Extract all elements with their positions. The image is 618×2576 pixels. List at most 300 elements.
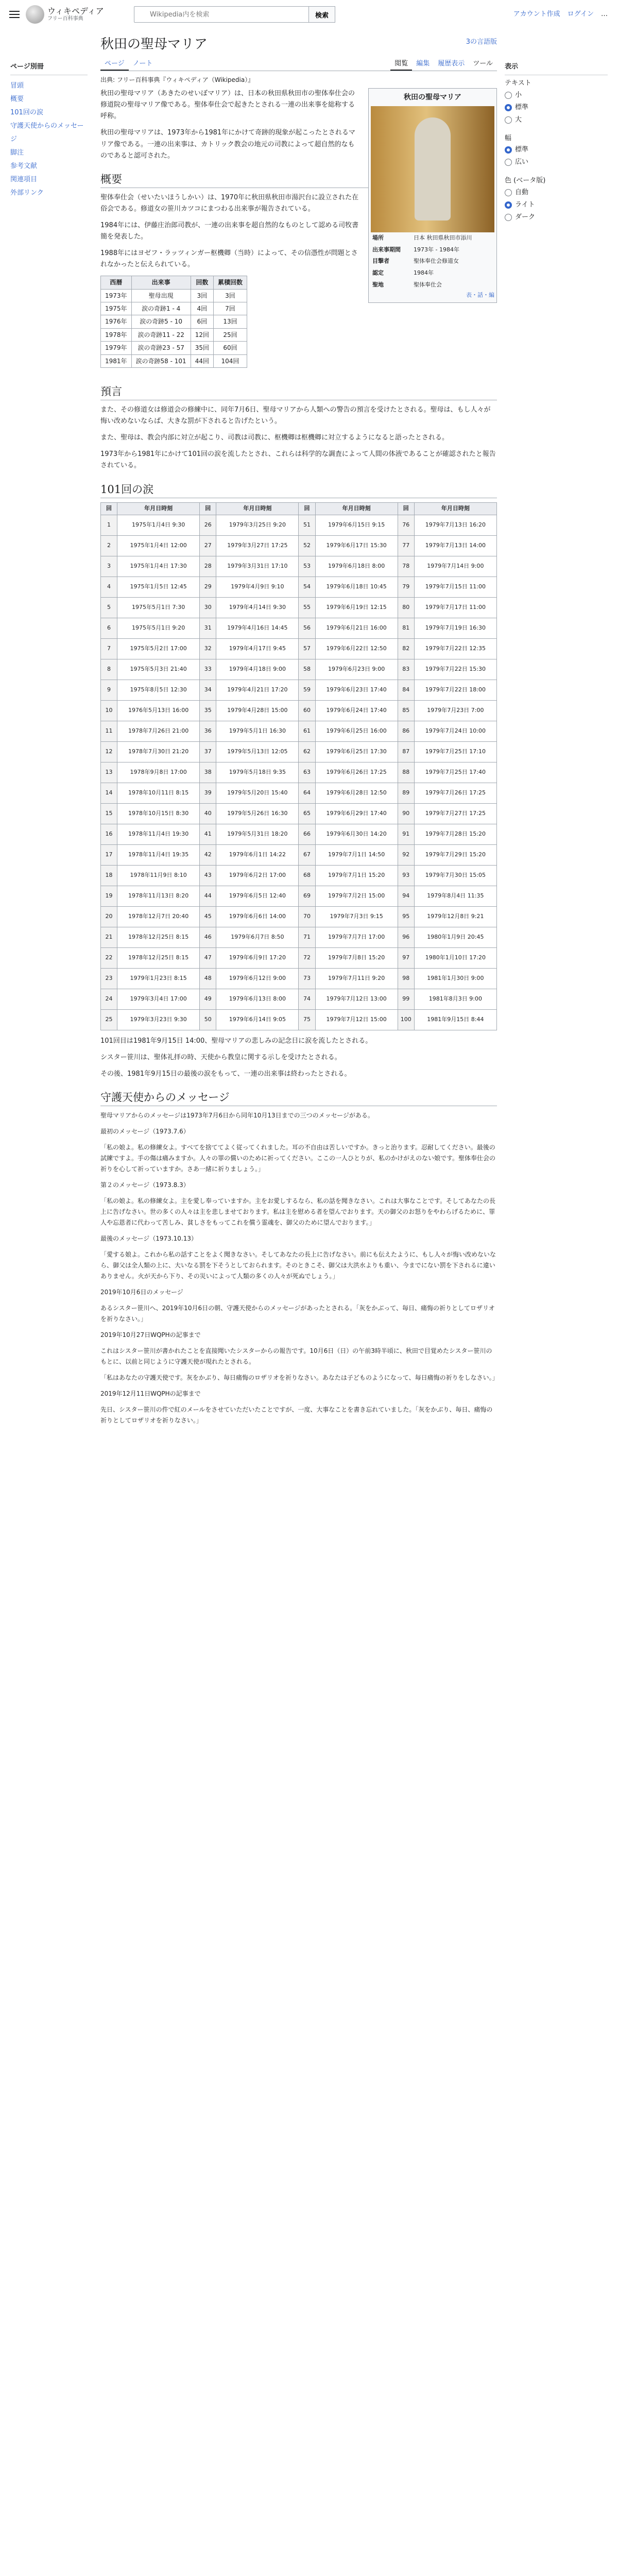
tears-paragraph: シスター笹川は、聖体礼拝の時、天使から教皇に関する示しを受けたとされる。: [100, 1053, 341, 1061]
tears-number-cell: 31: [200, 618, 216, 638]
prophecy-paragraph: また、その修道女は修道会の修練中に、同年7月6日、聖母マリアから人類への警告の預言を受けたとされる。聖母は、もし人々が悔い改めないならば、大きな罰が下されると告げたという。: [100, 406, 491, 426]
width-label: 幅: [505, 134, 512, 142]
tears-date-cell: 1978年11月13日 8:20: [117, 886, 200, 906]
tears-number-cell: 6: [101, 618, 117, 638]
tears-date-cell: 1978年10月15日 8:30: [117, 803, 200, 824]
tears-date-cell: 1979年7月2日 15:00: [315, 886, 398, 906]
tears-table-header: 回: [101, 502, 117, 515]
table-row: [101, 315, 247, 328]
tears-table-header: 年月日時刻: [117, 502, 200, 515]
year-table-cell: 13回: [213, 315, 247, 328]
tears-date-cell: 1979年4月14日 9:30: [216, 597, 299, 618]
table-row: [101, 354, 247, 367]
year-table-cell: 60回: [213, 342, 247, 354]
toc-item[interactable]: 概要: [10, 95, 24, 103]
table-row: [101, 783, 497, 803]
tears-note: 101回目は1981年9月15日 14:00、聖母マリアの悲しみの記念日に涙を流したとされる。: [100, 1037, 372, 1045]
toc-sidebar: [0, 62, 88, 200]
tears-date-cell: 1979年7月14日 9:00: [414, 556, 496, 577]
tears-date-cell: 1979年1月23日 8:15: [117, 968, 200, 989]
tears-date-cell: 1979年6月5日 12:40: [216, 886, 299, 906]
tears-date-cell: 1979年7月12日 15:00: [315, 1009, 398, 1030]
logo-subtitle: フリー百科事典: [47, 16, 83, 22]
tears-number-cell: 15: [101, 803, 117, 824]
tears-date-cell: 1979年4月18日 9:00: [216, 659, 299, 680]
tears-date-cell: 1978年11月9日 8:10: [117, 865, 200, 886]
tears-table-header: 回: [200, 502, 216, 515]
table-row: [101, 535, 497, 556]
tears-date-cell: 1979年6月15日 9:15: [315, 515, 398, 535]
tears-number-cell: 58: [299, 659, 315, 680]
section-2019a-text: あるシスター笹川へ、2019年10月6日の朝、守護天使からのメッセージがあったとされる。「灰をかぶって、毎日、痛悔の祈りとしてロザリオを祈りなさい。」: [100, 1304, 495, 1323]
infobox-nav[interactable]: 表・話・編: [466, 292, 494, 299]
infobox-value: 聖体奉仕会修道女: [414, 258, 459, 265]
tears-number-cell: 38: [200, 762, 216, 783]
table-row: [101, 803, 497, 824]
tears-date-cell: 1979年6月28日 12:50: [315, 783, 398, 803]
tears-date-cell: 1980年1月10日 17:20: [414, 947, 496, 968]
tears-number-cell: 87: [398, 741, 414, 762]
tears-number-cell: 78: [398, 556, 414, 577]
year-table-cell: 6回: [191, 315, 213, 328]
table-row: [101, 824, 497, 844]
tears-number-cell: 51: [299, 515, 315, 535]
year-table-cell: 25回: [213, 328, 247, 341]
tears-number-cell: 45: [200, 906, 216, 927]
tears-date-cell: 1978年11月4日 19:35: [117, 844, 200, 865]
tears-number-cell: 69: [299, 886, 315, 906]
section-2019b-text: これはシスター笹川が書かれたことを直接聞いたシスターからの報告です。10月6日（日）の午前3時半頃に、秋田で目覚めたシスター笹川のもとに、以前と同じように守護天使が現れたとされる。: [100, 1347, 492, 1365]
color-light[interactable]: ライト: [505, 199, 608, 211]
infobox-title: 秋田の聖母マリア: [404, 93, 461, 102]
tears-number-cell: 55: [299, 597, 315, 618]
tears-number-cell: 84: [398, 680, 414, 700]
year-table-cell: 涙の奇跡5 - 10: [131, 315, 191, 328]
tears-number-cell: 91: [398, 824, 414, 844]
text-size-large[interactable]: 大: [505, 114, 608, 126]
radio-icon: [505, 214, 512, 221]
tears-date-cell: 1979年7月1日 15:20: [315, 865, 398, 886]
msg1-text: 「私の娘よ。私の修練女よ。すべてを捨ててよく従ってくれました。耳の不自由は苦しいですか。きっと治ります。忍耐してください。最後の試練ですよ。手の傷は痛みますか。人々の罪の償いのために祈ってください。ここの一人ひとりが、私のかけがえのない娘です。聖体奉仕会の祈りを心して祈っていますか。さあ一緒に祈りましょう。」: [100, 1143, 496, 1173]
section-heading-tears: 101回の涙: [100, 481, 497, 498]
toc-item[interactable]: 守護天使からのメッセージ: [10, 122, 84, 143]
tears-date-cell: 1980年1月9日 20:45: [414, 927, 496, 947]
tears-number-cell: 56: [299, 618, 315, 638]
tears-number-cell: 1: [101, 515, 117, 535]
table-row: [101, 844, 497, 865]
tears-date-cell: 1979年7月23日 7:00: [414, 700, 496, 721]
year-table-cell: 3回: [213, 289, 247, 302]
tears-date-cell: 1975年5月3日 21:40: [117, 659, 200, 680]
tab-talk[interactable]: ノート: [132, 60, 153, 67]
search-input[interactable]: [134, 6, 309, 23]
tears-number-cell: 11: [101, 721, 117, 741]
tears-number-cell: 65: [299, 803, 315, 824]
radio-selected-icon: [505, 201, 512, 209]
tears-date-cell: 1979年3月25日 9:20: [216, 515, 299, 535]
year-table-cell: 1976年: [101, 315, 132, 328]
statue-image[interactable]: [371, 106, 494, 232]
section-heading-angel: 守護天使からのメッセージ: [100, 1089, 497, 1106]
tears-number-cell: 8: [101, 659, 117, 680]
table-row: [101, 721, 497, 741]
tears-date-cell: 1978年12月7日 20:40: [117, 906, 200, 927]
tears-date-cell: 1979年6月25日 17:30: [315, 741, 398, 762]
tears-date-cell: 1979年6月14日 9:05: [216, 1009, 299, 1030]
toc-item[interactable]: 外部リンク: [10, 189, 44, 197]
year-table-cell: 1981年: [101, 354, 132, 367]
overview-paragraph: 1988年にはヨゼフ・ラッツィンガー枢機卿（当時）によって、その信憑性が問題とされなかったと伝えられている。: [100, 249, 358, 269]
statue-figure: [415, 117, 451, 221]
tears-number-cell: 63: [299, 762, 315, 783]
color-label: 色 (ベータ版): [505, 177, 546, 185]
table-row: [101, 886, 497, 906]
tears-number-cell: 37: [200, 741, 216, 762]
tears-date-cell: 1975年1月4日 12:00: [117, 535, 200, 556]
tears-number-cell: 49: [200, 989, 216, 1009]
top-bar: [0, 0, 618, 29]
width-wide[interactable]: 広い: [505, 156, 608, 168]
tears-date-cell: 1979年7月15日 11:00: [414, 577, 496, 597]
tears-number-cell: 34: [200, 680, 216, 700]
create-account-link[interactable]: アカウント作成: [513, 10, 560, 18]
tears-date-cell: 1979年5月1日 16:30: [216, 721, 299, 741]
appearance-panel: [505, 62, 608, 231]
overview-paragraph: 1984年には、伊藤庄治郎司教が、一連の出来事を超自然的なものとして認める司牧書簡を発表した。: [100, 221, 359, 241]
tears-date-cell: 1979年4月16日 14:45: [216, 618, 299, 638]
tears-date-cell: 1978年7月26日 21:00: [117, 721, 200, 741]
tears-number-cell: 54: [299, 577, 315, 597]
tears-date-cell: 1981年9月15日 8:44: [414, 1009, 496, 1030]
tears-number-cell: 89: [398, 783, 414, 803]
tears-number-cell: 30: [200, 597, 216, 618]
text-size-small[interactable]: 小: [505, 89, 608, 101]
tears-number-cell: 73: [299, 968, 315, 989]
tears-date-cell: 1978年12月25日 8:15: [117, 927, 200, 947]
infobox-key: 場所: [372, 234, 384, 241]
tab-tools[interactable]: ツール: [473, 60, 493, 67]
tears-date-cell: 1979年6月2日 17:00: [216, 865, 299, 886]
appearance-heading: 表示: [505, 62, 608, 75]
table-row: [101, 1009, 497, 1030]
tears-date-cell: 1975年1月4日 9:30: [117, 515, 200, 535]
tears-date-cell: 1978年9月8日 17:00: [117, 762, 200, 783]
source-line: 出典: フリー百科事典『ウィキペディア（Wikipedia）』: [100, 76, 254, 83]
table-row: [101, 618, 497, 638]
tears-number-cell: 32: [200, 638, 216, 659]
main-content: [100, 35, 497, 1431]
tears-date-cell: 1979年7月17日 11:00: [414, 597, 496, 618]
tears-date-cell: 1979年6月23日 9:00: [315, 659, 398, 680]
tears-date-cell: 1979年6月1日 14:22: [216, 844, 299, 865]
tears-number-cell: 66: [299, 824, 315, 844]
tears-number-cell: 83: [398, 659, 414, 680]
tears-date-cell: 1979年6月6日 14:00: [216, 906, 299, 927]
tears-date-cell: 1979年6月19日 12:15: [315, 597, 398, 618]
toc-item[interactable]: 101回の涙: [10, 108, 43, 116]
year-table: [100, 276, 247, 368]
tab-edit[interactable]: 編集: [416, 60, 430, 67]
tears-date-cell: 1979年7月22日 18:00: [414, 680, 496, 700]
table-row: [101, 762, 497, 783]
tears-date-cell: 1979年12月8日 9:21: [414, 906, 496, 927]
tears-number-cell: 99: [398, 989, 414, 1009]
tears-date-cell: 1979年7月8日 15:20: [315, 947, 398, 968]
tears-number-cell: 93: [398, 865, 414, 886]
tears-date-cell: 1978年12月25日 8:15: [117, 947, 200, 968]
tears-number-cell: 26: [200, 515, 216, 535]
table-row: [101, 597, 497, 618]
tears-table-header: 回: [299, 502, 315, 515]
search-form: [134, 6, 335, 23]
tears-date-cell: 1978年10月11日 8:15: [117, 783, 200, 803]
section-2019c-heading: 2019年12月11日WQPHの記事まで: [100, 1389, 201, 1397]
tears-number-cell: 60: [299, 700, 315, 721]
tears-date-cell: 1979年6月9日 17:20: [216, 947, 299, 968]
tears-number-cell: 88: [398, 762, 414, 783]
infobox-value: 1984年: [414, 269, 434, 277]
year-table-cell: 聖母出現: [131, 289, 191, 302]
year-table-cell: 涙の奇跡11 - 22: [131, 328, 191, 341]
msg2-text: 「私の娘よ。私の修練女よ。主を愛し奉っていますか。主をお愛しするなら、私の話を聞きなさい。これは大事なことです。そしてあなたの長上に告げなさい。世の多くの人々は主を悲しませております。私は主を慰める者を望んでおります。天の御父のお怒りをやわらげるために、罪人や忘恩者に代わって苦しみ、貧しさをもってこれを償う霊魂を、御父のために望んでおります。」: [100, 1197, 496, 1226]
year-table-header: 累積回数: [213, 276, 247, 289]
toc-item[interactable]: 関連項目: [10, 175, 38, 183]
year-table-cell: 1978年: [101, 328, 132, 341]
tears-number-cell: 29: [200, 577, 216, 597]
tears-number-cell: 62: [299, 741, 315, 762]
toc-item[interactable]: 脚注: [10, 148, 24, 157]
tab-page[interactable]: ページ: [100, 57, 129, 71]
tears-number-cell: 16: [101, 824, 117, 844]
search-button[interactable]: 検索: [309, 6, 335, 23]
tears-number-cell: 90: [398, 803, 414, 824]
radio-icon: [505, 189, 512, 196]
infobox-table: [371, 232, 494, 291]
table-row: [101, 865, 497, 886]
tears-number-cell: 80: [398, 597, 414, 618]
section-2019b-heading: 2019年10月27日WQPHの記事まで: [100, 1331, 201, 1338]
year-table-cell: 涙の奇跡58 - 101: [131, 354, 191, 367]
tears-number-cell: 92: [398, 844, 414, 865]
tears-number-cell: 20: [101, 906, 117, 927]
year-table-header: 出来事: [131, 276, 191, 289]
tears-date-cell: 1979年4月28日 15:00: [216, 700, 299, 721]
tears-number-cell: 68: [299, 865, 315, 886]
tears-number-cell: 98: [398, 968, 414, 989]
toc-item[interactable]: 冒頭: [10, 81, 24, 90]
text-size-group: [505, 78, 608, 126]
tears-number-cell: 42: [200, 844, 216, 865]
tears-date-cell: 1981年1月30日 9:00: [414, 968, 496, 989]
radio-icon: [505, 159, 512, 166]
tears-number-cell: 67: [299, 844, 315, 865]
tears-date-cell: 1979年6月13日 8:00: [216, 989, 299, 1009]
tears-number-cell: 71: [299, 927, 315, 947]
tab-history[interactable]: 履歴表示: [438, 60, 465, 67]
tears-number-cell: 21: [101, 927, 117, 947]
tears-number-cell: 53: [299, 556, 315, 577]
tears-number-cell: 81: [398, 618, 414, 638]
text-size-standard[interactable]: 標準: [505, 101, 608, 114]
color-dark[interactable]: ダーク: [505, 211, 608, 224]
tears-number-cell: 75: [299, 1009, 315, 1030]
tears-date-cell: 1979年6月18日 8:00: [315, 556, 398, 577]
year-table-cell: 3回: [191, 289, 213, 302]
tears-number-cell: 61: [299, 721, 315, 741]
tears-date-cell: 1979年6月29日 17:40: [315, 803, 398, 824]
tears-number-cell: 76: [398, 515, 414, 535]
table-row: [101, 289, 247, 302]
width-standard[interactable]: 標準: [505, 144, 608, 156]
tears-number-cell: 43: [200, 865, 216, 886]
tears-number-cell: 100: [398, 1009, 414, 1030]
tears-number-cell: 44: [200, 886, 216, 906]
language-button[interactable]: 3の言語版: [466, 38, 497, 46]
tears-date-cell: 1979年7月22日 12:35: [414, 638, 496, 659]
tears-date-cell: 1979年3月27日 17:25: [216, 535, 299, 556]
tears-number-cell: 17: [101, 844, 117, 865]
login-link[interactable]: ログイン: [567, 10, 594, 18]
tears-date-cell: 1979年7月25日 17:40: [414, 762, 496, 783]
radio-selected-icon: [505, 146, 512, 154]
tears-date-cell: 1979年3月23日 9:30: [117, 1009, 200, 1030]
tears-number-cell: 19: [101, 886, 117, 906]
table-row: [101, 556, 497, 577]
tears-table: [100, 502, 497, 1030]
infobox-key: 認定: [372, 269, 384, 277]
tears-number-cell: 64: [299, 783, 315, 803]
wikipedia-globe-icon: [26, 5, 44, 24]
tears-number-cell: 85: [398, 700, 414, 721]
year-table-cell: 35回: [191, 342, 213, 354]
tab-read[interactable]: 閲覧: [390, 57, 412, 71]
msg2-heading: 第２のメッセージ（1973.8.3）: [100, 1181, 190, 1189]
tears-number-cell: 22: [101, 947, 117, 968]
infobox-key: 出来事期間: [372, 246, 401, 253]
tears-number-cell: 41: [200, 824, 216, 844]
tears-number-cell: 59: [299, 680, 315, 700]
tears-number-cell: 12: [101, 741, 117, 762]
tears-number-cell: 82: [398, 638, 414, 659]
tears-table-header: 年月日時刻: [315, 502, 398, 515]
year-table-header: 西暦: [101, 276, 132, 289]
year-table-cell: 44回: [191, 354, 213, 367]
msg3-text: 「愛する娘よ。これから私の話すことをよく聞きなさい。そしてあなたの長上に告げなさい。前にも伝えたように、もし人々が悔い改めないなら、御父は全人類の上に、大いなる罰を下そうとしておられます。そのときこそ、御父は大洪水よりも重い、今までにない罰を下されるに違いありません。火が天から下り、その災いによって人類の多くの人々が死ぬでしょう。」: [100, 1250, 496, 1280]
tears-date-cell: 1979年3月31日 17:10: [216, 556, 299, 577]
tears-date-cell: 1979年7月13日 16:20: [414, 515, 496, 535]
tears-date-cell: 1979年5月31日 18:20: [216, 824, 299, 844]
tears-number-cell: 40: [200, 803, 216, 824]
tears-date-cell: 1975年5月1日 7:30: [117, 597, 200, 618]
table-row: [101, 659, 497, 680]
tears-date-cell: 1979年3月4日 17:00: [117, 989, 200, 1009]
tears-date-cell: 1979年6月24日 17:40: [315, 700, 398, 721]
tears-date-cell: 1979年6月21日 16:00: [315, 618, 398, 638]
tears-table-header: 年月日時刻: [216, 502, 299, 515]
tears-date-cell: 1979年7月11日 9:20: [315, 968, 398, 989]
tears-number-cell: 86: [398, 721, 414, 741]
tears-date-cell: 1979年7月1日 14:50: [315, 844, 398, 865]
more-icon[interactable]: …: [601, 10, 608, 18]
tears-date-cell: 1979年7月27日 17:25: [414, 803, 496, 824]
table-row: [101, 515, 497, 535]
tears-number-cell: 57: [299, 638, 315, 659]
table-row: [101, 700, 497, 721]
radio-icon: [505, 116, 512, 124]
table-row: [101, 577, 497, 597]
tears-number-cell: 9: [101, 680, 117, 700]
tears-number-cell: 33: [200, 659, 216, 680]
site-logo[interactable]: [26, 5, 124, 24]
color-auto[interactable]: 自動: [505, 187, 608, 199]
tears-number-cell: 10: [101, 700, 117, 721]
intro-paragraph: 秋田の聖母マリアは、1973年から1981年にかけて奇跡的現象が起こったとされるマリア像である。一連の出来事は、カトリック教会の地元の司教によって超自然的なものであると認可された。: [100, 129, 355, 160]
tears-date-cell: 1979年5月18日 9:35: [216, 762, 299, 783]
table-row: [101, 989, 497, 1009]
year-table-cell: 涙の奇跡23 - 57: [131, 342, 191, 354]
tears-number-cell: 46: [200, 927, 216, 947]
tears-date-cell: 1979年6月30日 14:20: [315, 824, 398, 844]
tears-date-cell: 1979年7月24日 10:00: [414, 721, 496, 741]
tears-date-cell: 1979年6月18日 10:45: [315, 577, 398, 597]
angel-intro: 聖母マリアからのメッセージは1973年7月6日から同年10月13日までの三つのメッセージがある。: [100, 1111, 374, 1119]
infobox-key: 目撃者: [372, 258, 389, 265]
text-size-label: テキスト: [505, 79, 531, 87]
tears-date-cell: 1979年6月12日 9:00: [216, 968, 299, 989]
tears-number-cell: 47: [200, 947, 216, 968]
tears-number-cell: 27: [200, 535, 216, 556]
tears-date-cell: 1975年1月5日 12:45: [117, 577, 200, 597]
table-row: [101, 741, 497, 762]
infobox-value: 聖体奉仕会: [414, 281, 442, 288]
infobox-value: 1973年 - 1984年: [414, 246, 459, 253]
table-row: [101, 328, 247, 341]
year-table-cell: 1975年: [101, 302, 132, 315]
tears-date-cell: 1979年6月25日 16:00: [315, 721, 398, 741]
tears-number-cell: 79: [398, 577, 414, 597]
tears-date-cell: 1975年5月2日 17:00: [117, 638, 200, 659]
tears-date-cell: 1975年1月4日 17:30: [117, 556, 200, 577]
tears-number-cell: 48: [200, 968, 216, 989]
tears-number-cell: 14: [101, 783, 117, 803]
year-table-cell: 涙の奇跡1 - 4: [131, 302, 191, 315]
radio-icon: [505, 92, 512, 99]
tears-date-cell: 1979年5月20日 15:40: [216, 783, 299, 803]
tears-date-cell: 1979年6月23日 17:40: [315, 680, 398, 700]
msg1-heading: 最初のメッセージ（1973.7.6）: [100, 1127, 190, 1135]
tears-date-cell: 1978年7月30日 21:20: [117, 741, 200, 762]
tears-number-cell: 24: [101, 989, 117, 1009]
menu-icon[interactable]: [9, 11, 20, 18]
infobox-key: 聖地: [372, 281, 384, 288]
section-2019c-text: 先日、シスター笹川の件で紅のメールをさせていただいたことですが、一度、大事なことを書き忘れていました。「灰をかぶり、毎日、痛悔の祈りとしてロザリオを祈りなさい。」: [100, 1405, 493, 1424]
tears-number-cell: 72: [299, 947, 315, 968]
toc-item[interactable]: 参考文献: [10, 162, 38, 170]
table-row: [101, 968, 497, 989]
tears-number-cell: 35: [200, 700, 216, 721]
tears-number-cell: 97: [398, 947, 414, 968]
tears-paragraph: その後、1981年9月15日の最後の涙をもって、一連の出来事は終わったとされる。: [100, 1070, 351, 1078]
tears-date-cell: 1979年7月7日 17:00: [315, 927, 398, 947]
year-table-cell: 1973年: [101, 289, 132, 302]
section-heading-overview: 概要: [100, 171, 497, 188]
tears-date-cell: 1979年5月26日 16:30: [216, 803, 299, 824]
tears-date-cell: 1976年5月13日 16:00: [117, 700, 200, 721]
tears-date-cell: 1981年8月3日 9:00: [414, 989, 496, 1009]
tears-table-header: 年月日時刻: [414, 502, 496, 515]
year-table-cell: 4回: [191, 302, 213, 315]
section-heading-prophecy: 預言: [100, 383, 497, 400]
